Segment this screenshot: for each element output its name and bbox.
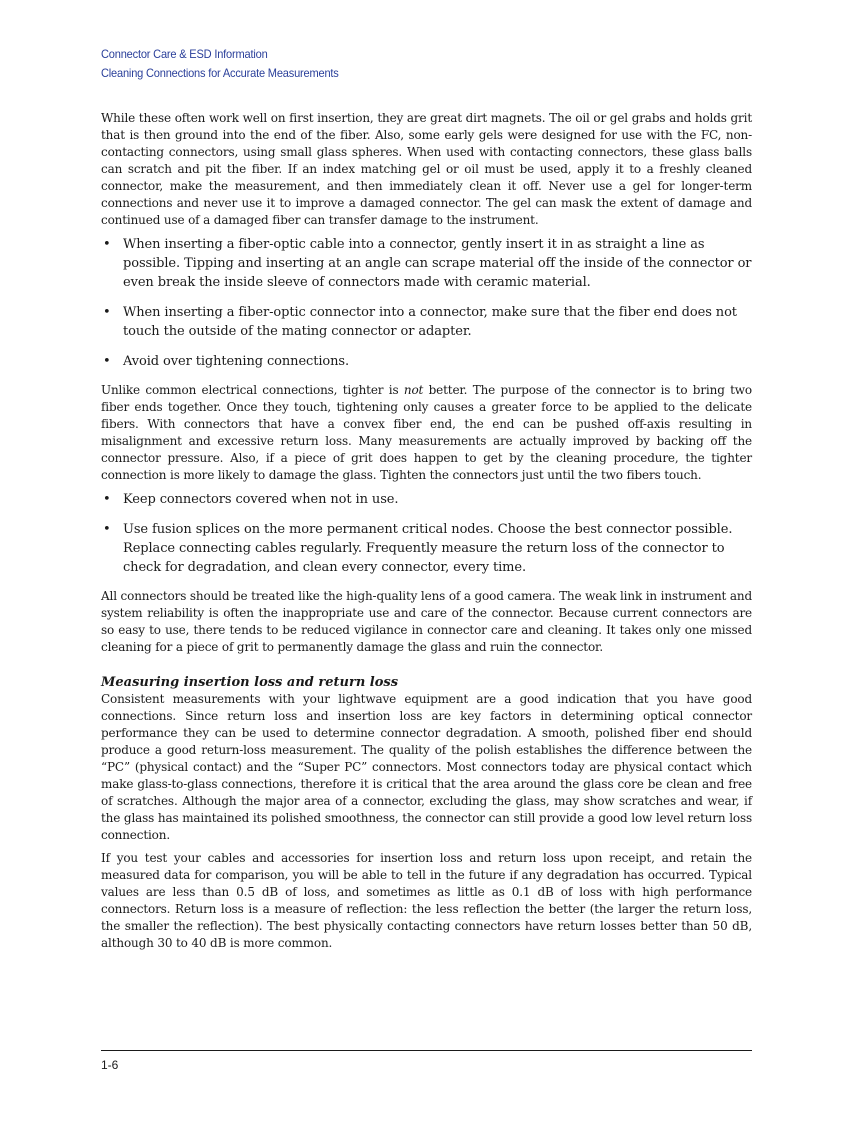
bullet-dot: •	[103, 305, 111, 320]
header-chapter-title: Connector Care & ESD Information	[101, 47, 268, 61]
bullet-text: When inserting a fiber-optic connector into a connector, make sure that the fiber end does not touch the outside of the mating connector or adapter.	[123, 305, 737, 339]
bullet-dot: •	[103, 354, 111, 369]
bullet-item	[101, 303, 752, 341]
emphasis-not: not	[403, 383, 424, 397]
paragraph-camera-lens: All connectors should be treated like the high-quality lens of a good camera. The weak link in instrument and system reliability is often the inappropriate use and care of the connector. Because current connectors are so easy to use, there tends to be reduced vigilance in connector care and cleaning. It takes only one missed cleaning for a piece of grit to permanently damage the glass and ruin the connector.	[101, 589, 752, 654]
paragraph-consistent-measurements: Consistent measurements with your lightwave equipment are a good indication that you have good connections. Since return loss and insertion loss are key factors in determining optical connector performance they can be used to determine connector degradation. A smooth, polished fiber end should produce a good return-loss measurement. The quality of the polish establishes the difference between the “PC” (physical contact) and the “Super PC” connectors. Most connectors today are physical contact which make glass-to-glass connections, therefore it is critical that the area around the glass core be clean and free of scratches. Although the major area of a connector, excluding the glass, may show scratches and wear, if the glass has maintained its polished smoothness, the connector can still provide a good low level return loss connection.	[101, 692, 752, 842]
bullet-text: Keep connectors covered when not in use.	[123, 492, 399, 507]
bullet-item	[101, 352, 752, 371]
paragraph-text: Unlike common electrical connections, tighter is	[101, 383, 404, 397]
bullet-list-maintenance	[101, 490, 752, 577]
bullet-item	[101, 235, 752, 292]
bullet-dot: •	[103, 492, 111, 507]
running-header	[101, 45, 339, 83]
paragraph-gel-warning: While these often work well on first insertion, they are great dirt magnets. The oil or gel grabs and holds grit that is then ground into the end of the fiber. Also, some early gels were designed for use with the FC, non-contacting connectors, using small glass spheres. When used with contacting connectors, these glass balls can scratch and pit the fiber. If an index matching gel or oil must be used, apply it to a freshly cleaned connector, make the measurement, and then immediately clean it off. Never use a gel for longer-term connections and never use it to improve a damaged connector. The gel can mask the extent of damage and continued use of a damaged fiber can transfer damage to the instrument.	[101, 111, 752, 227]
body-text	[101, 110, 752, 958]
paragraph-test-cables: If you test your cables and accessories for insertion loss and return loss upon receipt, and retain the measured data for comparison, you will be able to tell in the future if any degradation has occurred. Typical values are less than 0.5 dB of loss, and sometimes as little as 0.1 dB of loss with high performance connectors. Return loss is a measure of reflection: the less reflection the better (the larger the return loss, the smaller the reflection). The best physically contacting connectors have return losses better than 50 dB, although 30 to 40 dB is more common.	[101, 851, 752, 950]
paragraph-text: better. The purpose of the connector is to bring two fiber ends together. Once they touch, tightening only causes a greater force to be applied to the delicate fibers. With connectors that have a convex fiber end, the end can be pushed off-axis resulting in misalignment and excessive return loss. Many measurements are actually improved by backing off the connector pressure. Also, if a piece of grit does happen to get by the cleaning procedure, the tighter connection is more likely to damage the glass. Tighten the connectors just until the two fibers touch.	[101, 383, 752, 482]
footer-divider	[101, 1050, 752, 1051]
bullet-text: When inserting a fiber-optic cable into a connector, gently insert it in as straight a line as possible. Tipping and inserting at an angle can scrape material off the inside of the connector or even break the inside sleeve of connectors made with ceramic material.	[123, 237, 752, 290]
bullet-dot: •	[103, 522, 111, 537]
page-number: 1-6	[101, 1058, 119, 1072]
header-section-title: Cleaning Connections for Accurate Measurements	[101, 66, 339, 80]
bullet-dot: •	[103, 237, 111, 252]
bullet-text: Avoid over tightening connections.	[123, 354, 350, 369]
bullet-text: Use fusion splices on the more permanent critical nodes. Choose the best connector possible. Replace connecting cables regularly. Frequently measure the return loss of the connector to check for degradation, and clean every connector, every time.	[123, 522, 733, 575]
section-heading: Measuring insertion loss and return loss	[101, 675, 399, 690]
bullet-item	[101, 490, 752, 509]
paragraph-tightening	[101, 382, 752, 484]
bullet-list-insertion	[101, 235, 752, 371]
bullet-item	[101, 520, 752, 577]
